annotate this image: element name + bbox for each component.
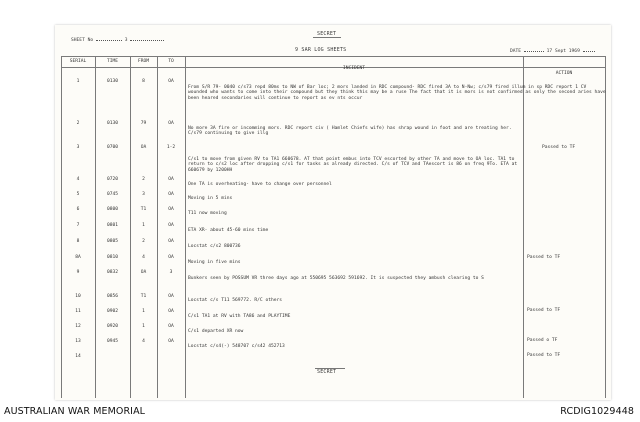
row-time: 0130 xyxy=(106,79,119,84)
row-from: OA xyxy=(140,145,147,150)
row-to: 3 xyxy=(169,270,173,275)
row-to: OA xyxy=(168,207,174,212)
row-incident: From S/R 79- 0040 c/s73 repd 80ms to NW of Bar loc; 2 mors landed in RDC compound- RDC fired 3A to N-Nw; c/s79 fired illum in sp RDC report 1 CV wounded who wants to come into their compound but they think this may be a ruse The fact that it is mors is not confirmed as only the second aries have been heared secondaries will continue to report as ev nts occur xyxy=(188,85,606,101)
row-to: OA xyxy=(168,177,174,182)
row-to: OA xyxy=(168,294,174,299)
row-serial: 11 xyxy=(75,309,81,314)
row-serial: 1 xyxy=(76,79,80,84)
record-id: RCDIG1029448 xyxy=(560,406,634,417)
row-incident: Locstat c/s T11 569772. R/C others xyxy=(188,298,283,303)
row-time: 0801 xyxy=(106,223,119,228)
row-from: 2 xyxy=(142,177,145,182)
row-serial: 10 xyxy=(75,294,81,299)
archive-credit: AUSTRALIAN WAR MEMORIAL xyxy=(4,406,146,417)
sheet-number-field xyxy=(71,38,164,43)
classification-underline xyxy=(313,37,341,38)
row-to: 1-2 xyxy=(166,145,176,150)
row-incident: Locstat c/s2 800736 xyxy=(188,244,241,249)
row-from: 2 xyxy=(142,239,145,244)
row-action: Passed to TF xyxy=(527,255,561,260)
col-divider-incident xyxy=(523,56,524,398)
row-from: 3 xyxy=(142,192,145,197)
row-serial: 13 xyxy=(75,339,81,344)
row-time: 0805 xyxy=(106,239,119,244)
col-header-serial: SERIAL xyxy=(69,59,87,64)
log-sheet xyxy=(55,25,611,400)
row-incident: Moving in 5 mins xyxy=(188,196,233,201)
table-right-line xyxy=(605,56,606,398)
row-incident: ETA XR- about 45-60 mins time xyxy=(188,228,269,233)
row-serial: 8A xyxy=(75,255,81,260)
row-to: OA xyxy=(168,239,174,244)
row-time: 0745 xyxy=(106,192,119,197)
row-action: Passed o TF xyxy=(527,338,558,343)
row-incident: One TA is overheating- have to change over personnel xyxy=(188,182,332,187)
row-time: 0810 xyxy=(106,255,119,260)
row-from: 4 xyxy=(142,255,145,260)
row-incident: Moving in five mins xyxy=(188,260,241,265)
row-time: 0945 xyxy=(106,339,119,344)
row-incident: C/s1 TA1 at RV with TA86 and PLAYTIME xyxy=(188,314,291,319)
col-header-incident: INCIDENT xyxy=(342,66,366,71)
row-incident: No more 3A fire or incomming mors. RDC report civ ( Hamlet Chiefs wife) has shrap wound in foot and are treating her. C/s79 continuing to give illg xyxy=(188,126,512,137)
row-incident: C/s1 to move from given RV to TA1 660678. AT that point embus into TCV escorted by other TA and move to OA loc. TA1 to return to c/s2 loc after dropping c/s1 for tasks as already directed. C/s of TCV and TAescort is 86 on freq 9To. ETA at 660679 by 1200HH xyxy=(188,157,518,173)
row-time: 0700 xyxy=(106,145,119,150)
sheet-number: 3 xyxy=(124,38,128,43)
row-from: T1 xyxy=(140,207,147,212)
col-header-action: ACTION xyxy=(555,71,573,76)
row-serial: 3 xyxy=(76,145,80,150)
col-header-from: FROM xyxy=(137,59,150,64)
row-to: OA xyxy=(168,324,174,329)
row-serial: 5 xyxy=(76,192,80,197)
col-header-to: TO xyxy=(168,59,174,64)
row-to: OA xyxy=(168,121,174,126)
row-to: OA xyxy=(168,309,174,314)
row-time: 0720 xyxy=(106,177,119,182)
row-incident: T11 now moving xyxy=(188,211,227,216)
row-time: 0800 xyxy=(106,207,119,212)
row-action: Passed to TF xyxy=(527,308,561,313)
row-from: 1 xyxy=(142,223,145,228)
row-time: 0832 xyxy=(106,270,119,275)
row-serial: 4 xyxy=(76,177,80,182)
row-action: Passed to TF xyxy=(542,145,576,150)
row-serial: 8 xyxy=(76,239,80,244)
row-from: 1 xyxy=(142,309,145,314)
classification-top: SECRET xyxy=(317,31,337,37)
sheet-label: SHEET No xyxy=(71,38,94,43)
row-from: T1 xyxy=(140,294,147,299)
row-time: 0920 xyxy=(106,324,119,329)
row-from: 1 xyxy=(142,324,145,329)
col-divider-to xyxy=(185,56,186,398)
row-to: OA xyxy=(168,192,174,197)
row-to: OA xyxy=(168,255,174,260)
row-from: OA xyxy=(140,270,147,275)
row-from: 8 xyxy=(142,79,145,84)
row-serial: 14 xyxy=(75,354,81,359)
row-to: OA xyxy=(168,339,174,344)
log-title: 9 SAR LOG SHEETS xyxy=(295,47,347,53)
date-label: DATE xyxy=(510,49,522,54)
row-time: 0902 xyxy=(106,309,119,314)
row-serial: 2 xyxy=(76,121,80,126)
row-from: 4 xyxy=(142,339,145,344)
row-serial: 6 xyxy=(76,207,80,212)
row-serial: 7 xyxy=(76,223,80,228)
row-from: 79 xyxy=(140,121,147,126)
row-incident: Locstat c/s4(-) 548707 c/s42 452713 xyxy=(188,344,285,349)
row-serial: 9 xyxy=(76,270,80,275)
row-to: OA xyxy=(168,79,174,84)
date-field xyxy=(510,49,595,54)
row-incident: Bunkers seen by POSSUM VR three days ago at 550695 563692 591692. It is suspected they ambush clearing to S xyxy=(188,276,484,281)
row-time: 0856 xyxy=(106,294,119,299)
row-action: Passed to TF xyxy=(527,353,561,358)
classification-bottom: SECRET xyxy=(317,369,337,375)
row-serial: 12 xyxy=(75,324,81,329)
row-time: 0130 xyxy=(106,121,119,126)
date-value: 17 Sept 1969 xyxy=(546,49,580,54)
row-incident: C/s1 departed XR now xyxy=(188,329,244,334)
row-to: OA xyxy=(168,223,174,228)
col-header-time: TIME xyxy=(106,59,119,64)
